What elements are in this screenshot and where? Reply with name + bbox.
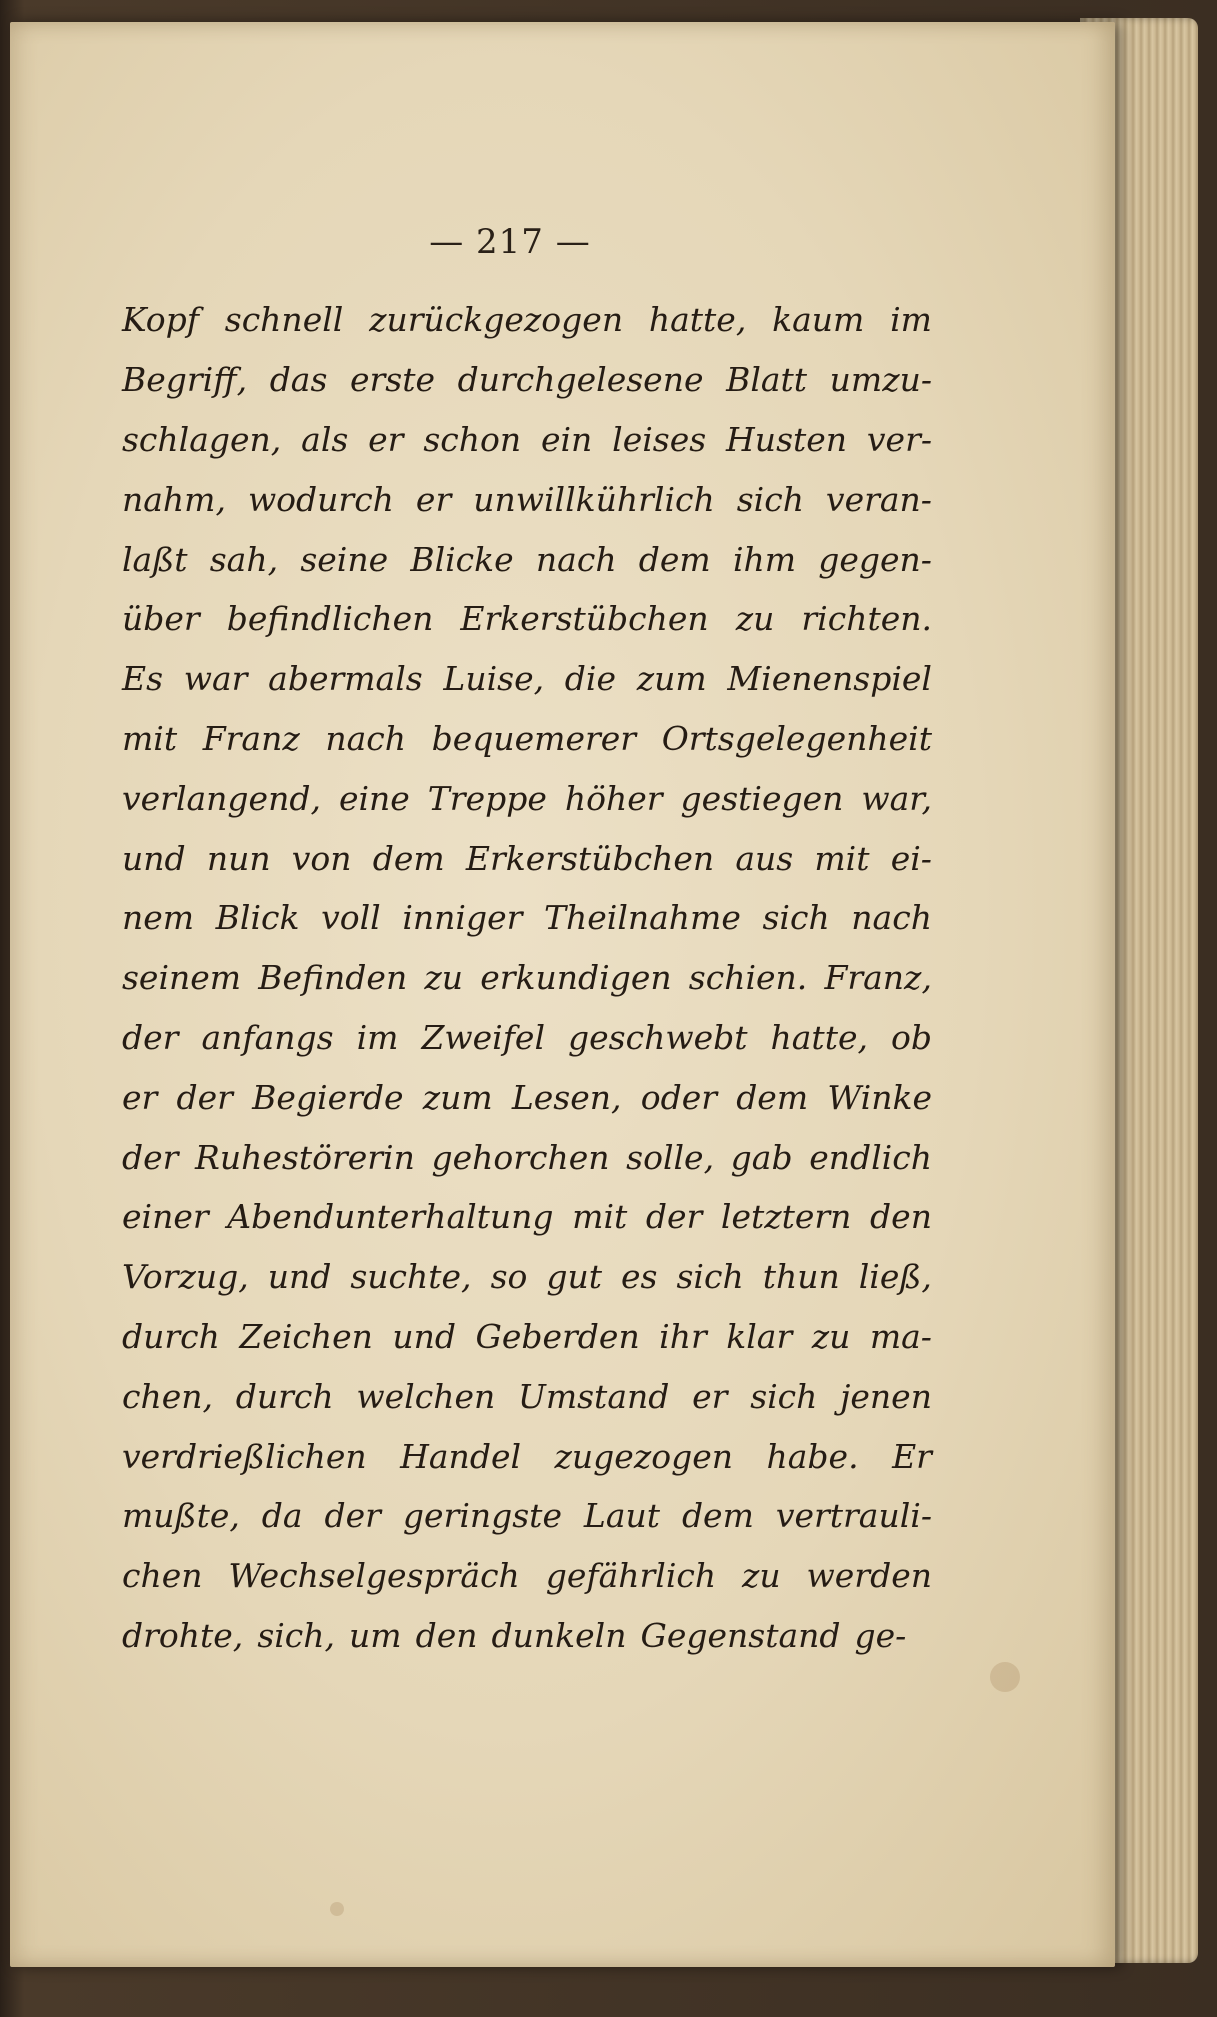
text-line: er der Begierde zum Lesen, oder dem Winke	[122, 1077, 932, 1117]
text-line: chen Wechselgespräch gefährlich zu werden	[122, 1556, 932, 1596]
text-line: verlangend, eine Treppe höher gestiegen war,	[122, 778, 932, 818]
text-line: durch Zeichen und Geberden ihr klar zu ma-	[122, 1316, 932, 1356]
book-page	[10, 22, 1115, 1967]
text-line: drohte, sich, um den dunkeln Gegenstand ge-	[122, 1615, 907, 1655]
text-line: laßt sah, seine Blicke nach dem ihm gegen-	[122, 539, 932, 579]
text-line: der Ruhestörerin gehorchen solle, gab endlich	[122, 1137, 932, 1177]
text-line: chen, durch welchen Umstand er sich jenen	[122, 1376, 932, 1416]
text-line: Begriff, das erste durchgelesene Blatt umzu-	[122, 360, 932, 400]
text-line: und nun von dem Erkerstübchen aus mit ei-	[122, 838, 932, 878]
text-line: mit Franz nach bequemerer Ortsgelegenheit	[122, 718, 932, 758]
text-line: mußte, da der geringste Laut dem vertrauli-	[122, 1496, 932, 1536]
text-block	[122, 290, 932, 1665]
text-line: der anfangs im Zweifel geschwebt hatte, ob	[122, 1017, 932, 1057]
text-line: seinem Befinden zu erkundigen schien. Franz,	[122, 958, 932, 998]
text-line: verdrießlichen Handel zugezogen habe. Er	[122, 1436, 932, 1476]
paper-stain	[330, 1902, 344, 1916]
paper-stain	[990, 1662, 1020, 1692]
text-line: nahm, wodurch er unwillkührlich sich veran-	[122, 479, 932, 519]
text-line: nem Blick voll inniger Theilnahme sich nach	[122, 898, 932, 938]
text-line: einer Abendunterhaltung mit der letztern den	[122, 1197, 932, 1237]
text-line: Kopf schnell zurückgezogen hatte, kaum im	[122, 300, 932, 340]
page-number: — 217 —	[429, 222, 591, 262]
text-line: Es war abermals Luise, die zum Mienenspiel	[122, 659, 932, 699]
text-line: schlagen, als er schon ein leises Husten ver-	[122, 419, 932, 459]
text-line: Vorzug, und suchte, so gut es sich thun ließ,	[122, 1257, 932, 1297]
text-line: über befindlichen Erkerstübchen zu richten.	[122, 599, 932, 639]
